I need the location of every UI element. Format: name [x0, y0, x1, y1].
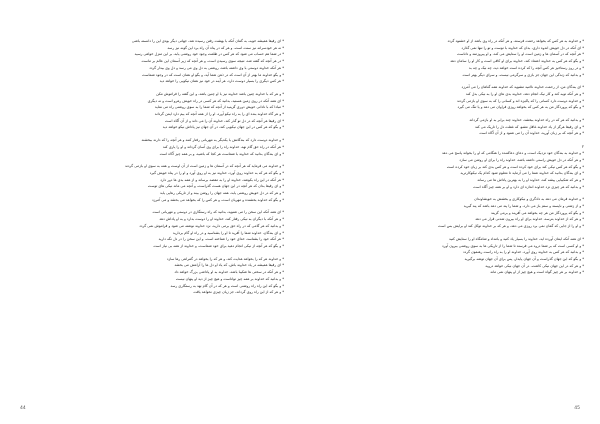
paragraph: [16, 163, 284, 203]
text-line: * و ای رفیقا هرگز از یاد خداوند غافل مشو، که غفلت دل را تاریک می کند: [474, 124, 584, 129]
paragraph: [16, 38, 284, 85]
text-line: * و بگو که پروردگار من به هر کس که بخواهد روزی فراوان می دهد و یا تنگ می گیرد: [457, 105, 584, 110]
text-line: * و هر که در این جهان نیکی کاشت، در آن جهان نیکی خواهد دروید: [485, 263, 584, 268]
paragraph: [316, 150, 584, 190]
text-line: * هر آنکه خود را بشناسد، خدای خود را شناخته است، و این سخن را در دل نگه دارید: [158, 237, 284, 242]
text-line: * و بگو که این راه راه روشنی است و هر که در آن گام نهد به رستگاری رسد: [170, 283, 284, 288]
text-line: * ای بندگان من، از رحمت خداوند ناامید مشوید که خداوند همه گناهان را می آمرزد: [461, 85, 584, 90]
text-line: * و هر آنکه با دیگران به نیکی رفتار کند، خداوند او را دوست بدارد و به او پاداش دهد: [159, 217, 284, 222]
text-line: * و بگو که هر کس به خداوند اعتماد کند، خداوند برای او کافی است و کار او را سامان دهد: [450, 59, 584, 64]
text-line: * و خداوند می فرماید که هر آنچه که در آسمان ها و زمین است از آن اوست و همه به سوی او بازمی گردند: [124, 164, 284, 169]
section-mark: ۲: [581, 144, 584, 150]
text-line: * ای همه آنکه این سخن را می شنوید، بدانید که راه رستگاری در دوستی و مهربانی است: [152, 210, 284, 215]
text-line: * و از زشتی و ناپسند و ستم باز می دارد، و شما را پند می دهد باشد که پند گیرید: [463, 204, 584, 209]
text-line: * و خداوند به هر کس که بخواهد رحمت فرستد، و هر آنکه در راه وی باشد از او خشنود گردد: [447, 39, 584, 43]
text-line: * ای همه آنکه در روی زمین هستید، بدانید که هر کسی در راه خویش رهرو است و نه دیگری: [147, 98, 284, 103]
paragraph: [16, 137, 284, 157]
paragraph: [316, 196, 584, 230]
text-line: * و بگو که هر کس در این جهان نیکویی کند، در آن جهان نیز پاداش نیکو خواهد دید: [162, 125, 284, 130]
text-line: * و بدانید که زندگی این جهان جز بازی و سرگرمی نیست، و سرای دیگر بهتر است: [462, 72, 584, 77]
text-line: * و او را از جایی که گمان نمی برد روزی می دهد، و هر که بر خداوند توکل کند او برایش بس است: [438, 224, 584, 229]
text-line: * مبادا که با نادانی خویش دوری گزینید از آنچه که شما را به سوی روشنی راه می نماید: [154, 105, 284, 110]
text-line: * ای همه آنکه ایمان آورده اید، خداوند را بسیار یاد کنید و بامداد و شامگاه او را ستایش کنید: [449, 236, 584, 241]
page-number-left: 44: [20, 406, 26, 411]
text-line: * و بگو که این جهان گذراست و آن جهان پایدار، پس برای آن جهان توشه برگیرید: [464, 256, 584, 261]
text-line: * و خداوند دوست دارد که بندگانش با یکدیگر به مهربانی رفتار کنند و هر آنچه را که دارند ببخشند: [141, 138, 284, 143]
text-line: * و ای رفیقا بدان که هر آنچه در این جهان هست گذراست، و آنچه می ماند نیکی های توست: [147, 184, 284, 189]
paragraph: [16, 209, 284, 249]
text-line: * و هر که از خداوند بترسد، خداوند برای او راه بیرون شدنی قرار می دهد: [475, 217, 584, 222]
text-line: * و خداوند به بندگان خود نزدیک است، و دعای دعاکننده را هنگامی که او را بخواند پاسخ می دهد: [442, 151, 584, 156]
text-line: * و در روز رستاخیز هر کس آنچه را که کرده است خواهد دید، چه نیک و چه بد: [468, 65, 584, 70]
text-line: * و هر که شکیبایی پیشه کند، خداوند او را به بهترین پاداش ها می رساند: [477, 177, 584, 182]
right-page-text: [316, 38, 584, 402]
text-line: * هر آنچه که در آسمان ها و زمین است او را ستایش می کند، و او پیروزمند و داناست: [456, 52, 584, 57]
text-line: * و هر آنکه در دل خویش راستی داشته باشد، خداوند راه را برای او روشن می سازد: [459, 157, 584, 162]
page-number-right: 45: [574, 406, 580, 411]
text-line: * ای رفیقا همیشه خوبه، به گمان آنکه با بهشت رفتن رسیده شد، جهانی دیگر بودی این را دانسته باشی: [131, 39, 284, 43]
text-line: * هر آنکه در این راه بکوشد، خداوند او را به مقصد برساند و از همه بدی ها دور دارد: [160, 177, 284, 182]
text-line: * و هر آنچه که بر زبان آورید، خداوند آن را می شنود و از آن آگاه است: [479, 131, 584, 136]
text-line: * و خداوند دوست دارد کسانی را که پاکیزه اند و کسانی را که به سوی او بازمی گردند: [456, 98, 584, 103]
text-line: * و بدانید که خداوند بر همه چیز تواناست و هیچ چیز از دید او پنهان نیست: [175, 276, 284, 281]
text-line: * و هر که از این راه روی گرداند، جز زیان چیزی نخواهد یافت: [193, 290, 284, 295]
text-line: * و بدانید که هر کس به خداوند روی آورد، خداوند او را به راه راست رهنمون گردد: [463, 250, 584, 255]
text-line: * و بگو که هر که به خداوند روی آورد، خداوند نیز به او روی آورد و او را در پناه خویش گیرد: [149, 170, 284, 175]
paragraph: [16, 256, 284, 296]
text-line: * و هر آنکه توبه کند و کار نیک انجام دهد، خداوند بدی های او را به نیکی بدل کند: [465, 91, 584, 96]
text-line: * و بدانید که هر که در راه خداوند ببخشد، خداوند چند برابر به او بازمی گرداند: [469, 118, 584, 123]
text-line: * و هر گاه خداوند بنده ای را به راه نیکو آورد، او را از همه آنچه که بیم دارد ایمن گرداند: [154, 112, 284, 117]
text-line: * و بدانید که هر گامی که در راه حق برمی دارید، نزد خداوند نوشته می شود و فراموش نمی گردد: [139, 223, 284, 228]
text-line: * و بگو که پروردگار من هر چه بخواهد می آفریند و برمی گزیند: [491, 210, 584, 215]
text-line: * و هر آنکه در سختی ها شکیبا باشد، خداوند به او پاداشی بزرگ خواهد داد: [174, 270, 284, 275]
paragraph: [316, 84, 584, 111]
text-line: * در هر آنچه که گفته شد، نتیجه سوی رسیدن است، و هر آنچه که زیر آسمان این عالم بر ماست: [141, 59, 284, 64]
paragraph: [316, 236, 584, 276]
text-line: * هر آنکه خداوند دوستی با وی داشته باشد، روشنی به دل وی می رسد و دل وی بیدار گردد: [149, 65, 284, 70]
text-line: * و خداوند هر که را بخواهد هدایت کند، و هر که را بخواهد در گمراهی رها سازد: [166, 256, 284, 261]
text-line: * و او کسی است که بر شما درود می فرستد تا شما را از تاریکی ها به سوی روشنی بیرون آورد: [441, 243, 584, 248]
left-page-text: [16, 38, 284, 402]
paragraph: [316, 38, 584, 78]
text-line: * و ای بندگان بدانید که خداوند با شماست هر کجا که باشید، و بر همه چیز آگاه است: [159, 151, 284, 156]
text-line: * و بگو که خداوند بخشنده و مهربان است، و هر کس را که بخواهد می بخشد و می آمرزد: [151, 197, 284, 202]
text-line: * و هر که در دل خویش روشنی یابد، همه جهان را روشن بیند و از تاریکی رهایی یابد: [159, 191, 284, 196]
text-line: * و ای بندگان، خداوند شما را آفرید تا او را بشناسید و در راه او گام بردارید: [172, 230, 284, 235]
text-line: * نه هر خودسرانه نیز سنت است، و هر که در پناه آن راه برد این گونه نیز رسد: [167, 45, 284, 50]
right-page: [300, 0, 600, 424]
text-line: * در شما هم حساب می شود که هر کس در ظلمت وجود خود روشنی یابد، بر این منزل خواهی رسید: [134, 52, 284, 57]
text-line: * و خداوند فرمان می دهد به دادگری و نیکوکاری و بخشش به خویشاوندان: [474, 197, 584, 202]
text-line: * ای آنکه در دل خویش اندوه داری، بدان که خداوند با توست و تو را تنها نمی گذارد: [461, 45, 584, 50]
text-line: * و خداوند بر هر چیز گواه است و هیچ چیز از او پنهان نمی ماند: [490, 270, 584, 275]
text-line: * و ای بندگان بدانید که خداوند شما را می آزماید تا معلوم شود کدام یک نیکوکارترید: [460, 171, 584, 176]
paragraph: [316, 117, 584, 137]
text-line: * و هر که با خداوند چنین باشد خداوند نیز با او چنین باشد، و این گفته را فراموش مکن: [156, 91, 284, 96]
text-line: * و بگو که هر کس نیکی کند برای خود کرده است و هر کس بدی کند بر زیان خود کرده است: [446, 164, 584, 169]
paragraph: [16, 91, 284, 131]
text-line: * هر آنکه در راه حق گام نهد، خداوند راه را برای وی آسان گرداند و او را یاری کند: [162, 144, 284, 149]
text-line: * و بدانید که هر چیزی نزد خداوند اندازه ای دارد و او بر همه چیز آگاه است: [473, 184, 584, 189]
text-line: * ای رفیقا هر آنچه که در دل تو گذر کند، خداوند آن را می داند و از آن آگاه است: [164, 118, 284, 123]
text-line: * هر کس دیگری را بسیار دوست دارد، هر آینه در خود نیز همان نیکویی را خواهد دید: [159, 79, 284, 84]
text-line: * و بگو خداوند ما بهتر از آن است که در ذهن شما آید، و بگو او همان است که در وجود شماست: [142, 72, 284, 77]
text-line: * و بگو که هر آنچه از نیکی انجام دهید برای خود شماست، و خداوند از همه بی نیاز است: [153, 243, 284, 248]
text-line: * ای رفیقا همیشه در یاد خداوند باش، که یاد او دل ها را آرامش می بخشد: [174, 263, 284, 268]
